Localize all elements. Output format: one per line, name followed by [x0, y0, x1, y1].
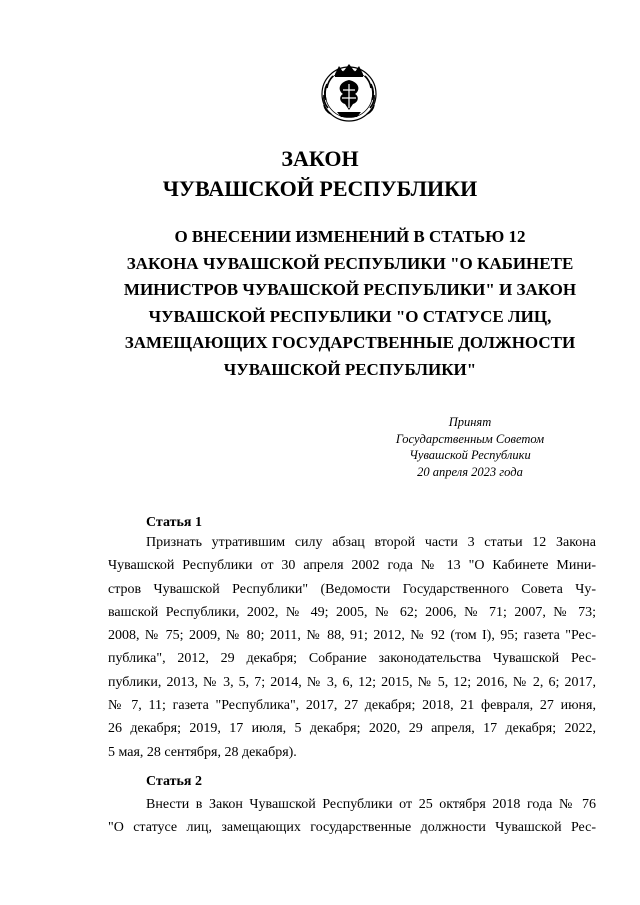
- article-1-text: [108, 531, 596, 764]
- subject-line: ЗАМЕЩАЮЩИХ ГОСУДАРСТВЕННЫЕ ДОЛЖНОСТИ: [124, 333, 576, 352]
- issuer-title: ЧУВАШСКОЙ РЕСПУБЛИКИ: [162, 176, 478, 201]
- text-line: 26 декабря; 2019, 17 июля, 5 декабря; 2020, 29 апреля, 17 декабря; 2022,: [108, 721, 596, 737]
- text-line: № 7, 11; газета "Республика", 2017, 27 декабря; 2018, 21 февраля, 27 июня,: [108, 698, 596, 714]
- text-line: Чувашской Республики от 30 апреля 2002 года № 13 "О Кабинете Мини-: [108, 558, 596, 574]
- text-line: 2008, № 75; 2009, № 80; 2011, № 88, 91; 2012, № 92 (том I), 95; газета "Рес-: [108, 628, 596, 644]
- law-subject-heading: [90, 224, 610, 383]
- adoption-line: Чувашской Республики: [409, 448, 531, 462]
- chuvash-republic-emblem-icon: [317, 60, 381, 124]
- adoption-date: 20 апреля 2023 года: [417, 464, 523, 479]
- text-line: публика", 2012, 29 декабря; Собрание законодательства Чувашской Рес-: [108, 651, 596, 667]
- text-line: стров Чувашской Республики" (Ведомости Государственного Совета Чу-: [108, 581, 596, 597]
- text-line: Внести в Закон Чувашской Республики от 25 октября 2018 года № 76: [146, 797, 596, 812]
- subject-line: О ВНЕСЕНИИ ИЗМЕНЕНИЙ В СТАТЬЮ 12: [174, 227, 526, 246]
- adoption-note: [370, 414, 570, 480]
- text-line: "О статусе лиц, замещающих государственные должности Чувашской Рес-: [108, 820, 596, 836]
- adoption-line: Принят: [448, 415, 492, 429]
- subject-line: ЧУВАШСКОЙ РЕСПУБЛИКИ "О СТАТУСЕ ЛИЦ,: [148, 306, 552, 326]
- subject-line: МИНИСТРОВ ЧУВАШСКОЙ РЕСПУБЛИКИ" И ЗАКОН: [123, 280, 577, 299]
- document-type-title: ЗАКОН: [281, 146, 359, 171]
- subject-line: ЧУВАШСКОЙ РЕСПУБЛИКИ": [223, 359, 477, 379]
- adoption-line: Государственным Советом: [395, 431, 545, 446]
- article-2-text: [108, 793, 596, 840]
- text-line: вашской Республики, 2002, № 49; 2005, № 62; 2006, № 71; 2007, № 73;: [108, 604, 596, 620]
- text-line: публики, 2013, № 3, 5, 7; 2014, № 3, 6, 12; 2015, № 5, 12; 2016, № 2, 6; 2017,: [108, 674, 596, 690]
- subject-line: ЗАКОНА ЧУВАШСКОЙ РЕСПУБЛИКИ "О КАБИНЕТЕ: [126, 253, 574, 273]
- article-1-heading: Статья 1: [146, 515, 202, 530]
- text-line: Признать утратившим силу абзац второй части 3 статьи 12 Закона: [146, 535, 596, 550]
- article-2-heading: Статья 2: [146, 774, 202, 789]
- text-line: 5 мая, 28 сентября, 28 декабря).: [108, 744, 297, 760]
